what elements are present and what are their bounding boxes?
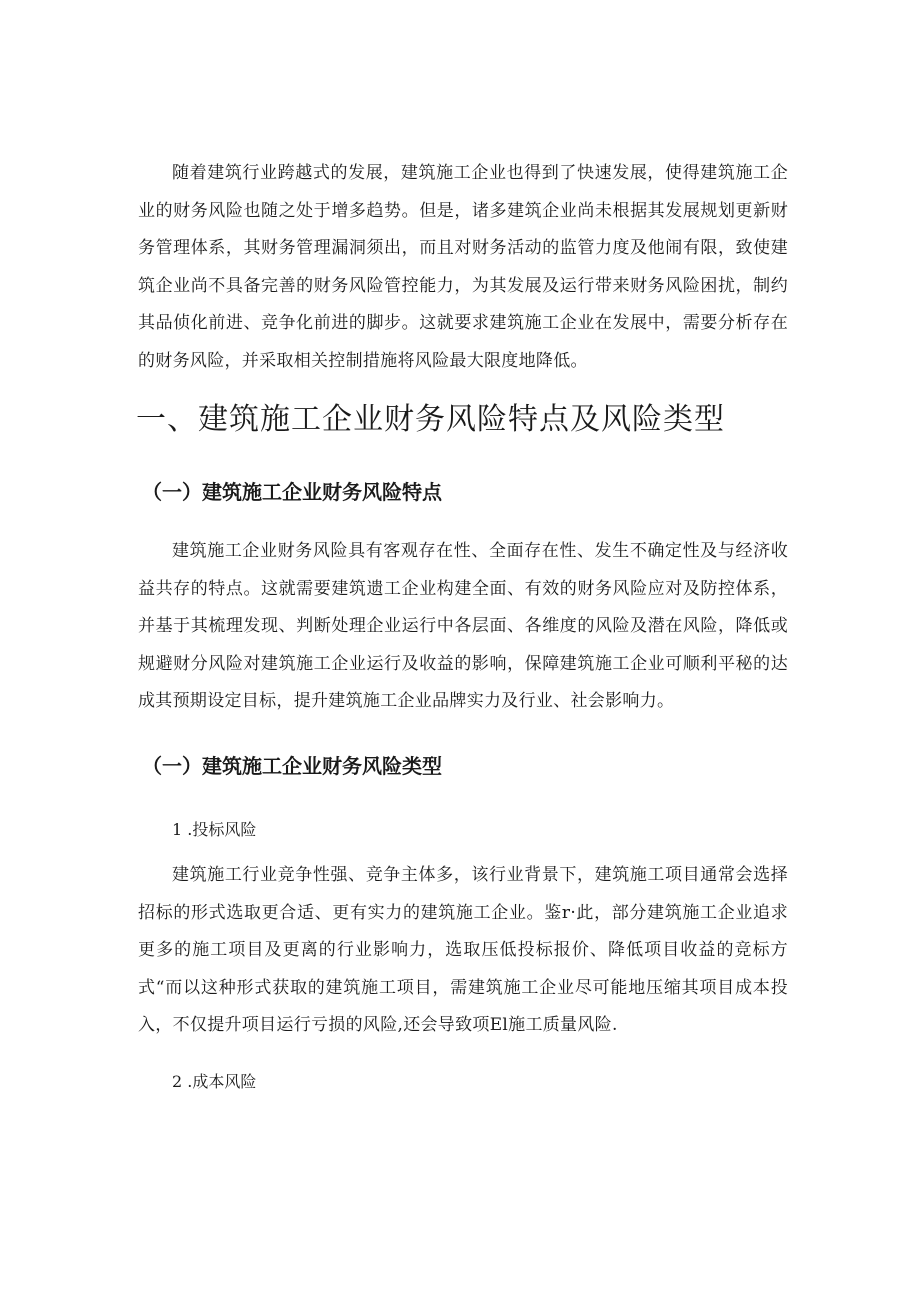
subsection-title-types: （一）建筑施工企业财务风险类型 bbox=[142, 754, 442, 778]
section-title: 一、建筑施工企业财务风险特点及风险类型 bbox=[136, 402, 725, 437]
intro-paragraph: 随着建筑行业跨越式的发展，建筑施工企业也得到了快速发展，使得建筑施工企业的财务风险也随之处于增多趋势。但是，诸多建筑企业尚未根据其发展规划更新财务管理体系，其财务管理漏洞须出，而且对财务活动的监管力度及他闹有限，致使建筑企业尚不具备完善的财务风险管控能力，为其发展及运行带来财务风险困扰，制约其品侦化前进、竞争化前进的脚步。这就要求建筑施工企业在发展中，需要分析存在的财务风险，并采取相关控制措施将风险最大限度地降低。 bbox=[138, 163, 788, 371]
characteristics-paragraph: 建筑施工企业财务风险具有客观存在性、全面存在性、发生不确定性及与经济收益共存的特点。这就需要建筑遗工企业构建全面、有效的财务风险应对及防控体系，并基于其梳理发现、判断处理企业运行中各层面、各维度的风险及潜在风险，降低或规避财分风险对建筑施工企业运行及收益的影响，保障建筑施工企业可顺利平秘的达成其预期设定目标，提升建筑施工企业品牌实力及行业、社会影响力。 bbox=[138, 541, 788, 712]
bidding-risk-paragraph: 建筑施工行业竞争性强、竞争主体多，该行业背景下，建筑施工项目通常会选择招标的形式选取更合适、更有实力的建筑施工企业。鉴r·此，部分建筑施工企业追求更多的施工项目及更离的行业影响力，选取压低投标报价、降低项目收益的竞标方式“而以这种形式获取的建筑施工项目，需建筑施工企业尽可能地压缩其项目成本投入，不仅提升项目运行亏损的风险,还会导致项El施工质量风险. bbox=[138, 865, 788, 1036]
item-title-cost-risk: 2 .成本风险 bbox=[172, 1072, 257, 1091]
item-title-bidding-risk: 1 .投标风险 bbox=[172, 820, 257, 839]
subsection-title-characteristics: （一）建筑施工企业财务风险特点 bbox=[142, 480, 442, 504]
